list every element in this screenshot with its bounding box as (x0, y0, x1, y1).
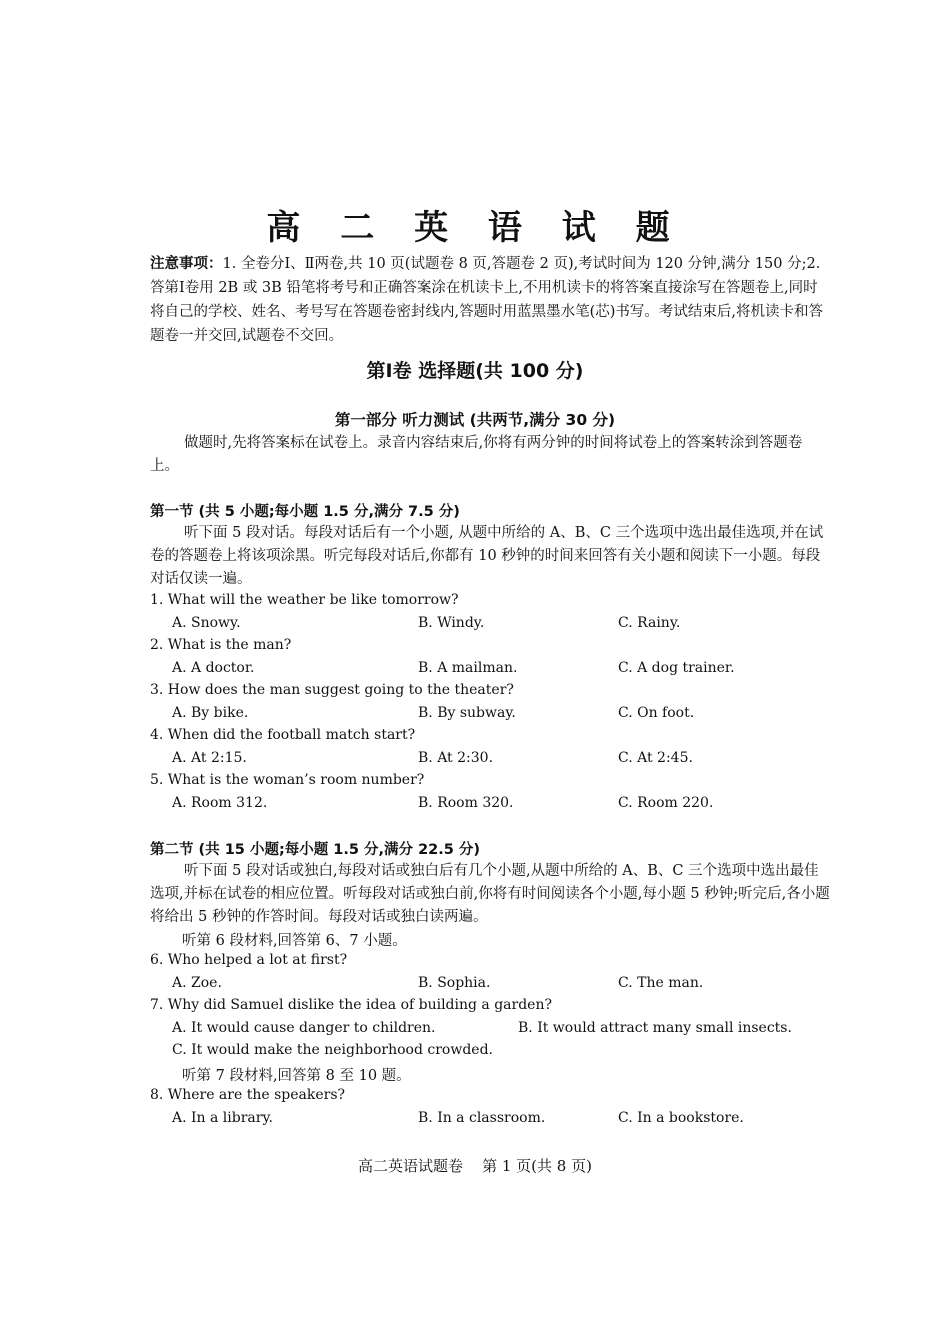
q8-option-c: C. In a bookstore. (618, 1110, 744, 1126)
q1-option-a: A. Snowy. (172, 615, 241, 631)
q3-option-b: B. By subway. (418, 705, 516, 721)
q6-option-b: B. Sophia. (418, 975, 491, 991)
section2-heading: 第二节 (共 15 小题;每小题 1.5 分,满分 22.5 分) (150, 842, 481, 858)
q5-option-b: B. Room 320. (418, 795, 514, 811)
q4-option-b: B. At 2:30. (418, 750, 494, 766)
question-2: 2. What is the man? (150, 637, 292, 653)
q1-option-c: C. Rainy. (618, 615, 681, 631)
q5-option-c: C. Room 220. (618, 795, 714, 811)
question-4: 4. When did the football match start? (150, 727, 416, 743)
q6-option-c: C. The man. (618, 975, 704, 991)
q4-option-a: A. At 2:15. (172, 750, 247, 766)
listen-material-6: 听第 6 段材料,回答第 6、7 小题。 (182, 933, 407, 949)
section2-intro: 听下面 5 段对话或独白,每段对话或独白后有几个小题,从题中所给的 A、B、C 三个选项中选出最佳选项,并标在试卷的相应位置。听每段对话或独白前,你将有时间阅读各个小题,每小题 5 秒钟;听完后,各小题将给出 5 秒钟的作答时间。每段对话或独白读两遍。 (150, 863, 830, 925)
question-3: 3. How does the man suggest going to the theater? (150, 682, 514, 698)
notice-block (150, 252, 830, 348)
q7-option-a: A. It would cause danger to children. (172, 1020, 436, 1036)
question-8: 8. Where are the speakers? (150, 1087, 346, 1103)
q7-option-b: B. It would attract many small insects. (518, 1020, 792, 1036)
q6-option-a: A. Zoe. (172, 975, 222, 991)
q8-option-a: A. In a library. (172, 1110, 273, 1126)
q3-option-a: A. By bike. (172, 705, 249, 721)
listen-material-7: 听第 7 段材料,回答第 8 至 10 题。 (182, 1068, 411, 1084)
q4-option-c: C. At 2:45. (618, 750, 693, 766)
volume-heading: 第Ⅰ卷 选择题(共 100 分) (366, 360, 584, 382)
q2-option-a: A. A doctor. (172, 660, 255, 676)
q2-option-b: B. A mailman. (418, 660, 518, 676)
q2-option-c: C. A dog trainer. (618, 660, 735, 676)
notice-label: 注意事项： (150, 256, 223, 272)
q1-option-b: B. Windy. (418, 615, 485, 631)
exam-title: 高 二 英 语 试 题 (266, 208, 684, 248)
part1-heading: 第一部分 听力测试 (共两节,满分 30 分) (334, 411, 616, 429)
part1-intro: 做题时,先将答案标在试卷上。录音内容结束后,你将有两分钟的时间将试卷上的答案转涂到答题卷上。 (150, 435, 803, 474)
notice-text: 1. 全卷分Ⅰ、Ⅱ两卷,共 10 页(试题卷 8 页,答题卷 2 页),考试时间为 120 分钟,满分 150 分;2. 答第Ⅰ卷用 2B 或 3B 铅笔将考号和正确答案涂在机读卡上,不用机读卡的将答案直接涂写在答题卷上,同时将自己的学校、姓名、考号写在答题卷密封线内,答题时用蓝黑墨水笔(芯)书写。考试结束后,将机读卡和答题卷一并交回,试题卷不交回。 (150, 256, 824, 344)
question-7: 7. Why did Samuel dislike the idea of building a garden? (150, 997, 552, 1013)
q5-option-a: A. Room 312. (172, 795, 268, 811)
page-footer: 高二英语试题卷 第 1 页(共 8 页) (358, 1157, 592, 1175)
section1-heading: 第一节 (共 5 小题;每小题 1.5 分,满分 7.5 分) (150, 504, 460, 520)
q3-option-c: C. On foot. (618, 705, 695, 721)
question-1: 1. What will the weather be like tomorrow? (150, 592, 459, 608)
question-5: 5. What is the woman’s room number? (150, 772, 425, 788)
q8-option-b: B. In a classroom. (418, 1110, 546, 1126)
question-6: 6. Who helped a lot at first? (150, 952, 348, 968)
section1-intro: 听下面 5 段对话。每段对话后有一个小题, 从题中所给的 A、B、C 三个选项中选出最佳选项,并在试卷的答题卷上将该项涂黑。听完每段对话后,你都有 10 秒钟的时间来回答有关小题和阅读下一小题。每段对话仅读一遍。 (150, 525, 824, 587)
q7-option-c: C. It would make the neighborhood crowded. (172, 1042, 493, 1058)
